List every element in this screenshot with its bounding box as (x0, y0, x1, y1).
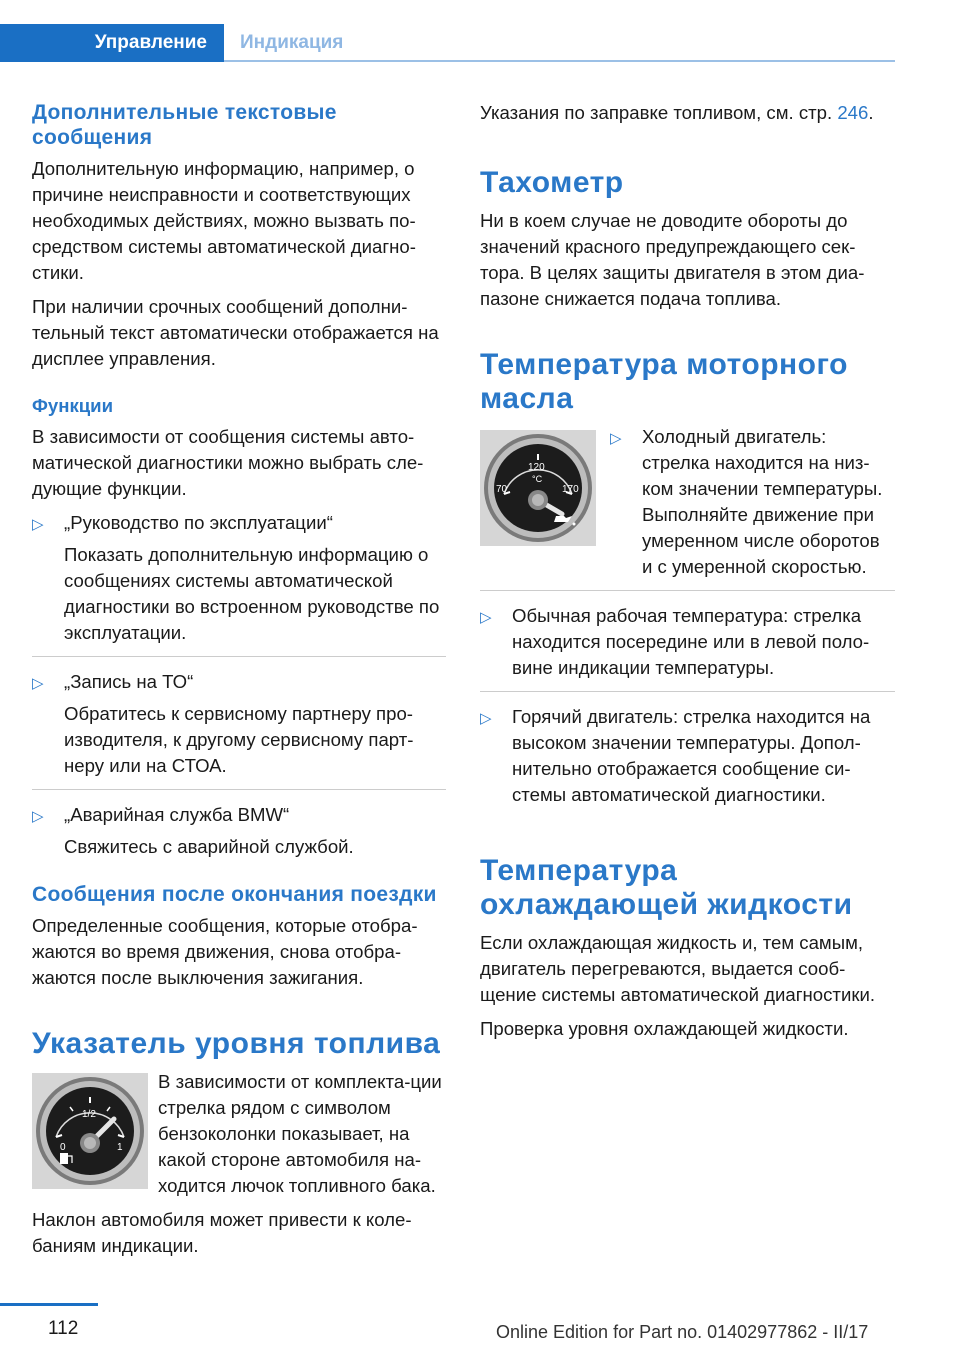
refuel-suffix: . (868, 102, 874, 123)
list-item-title: „Руководство по эксплуатации“ (64, 512, 333, 533)
oil-gauge-label-high: 170 (562, 484, 579, 495)
footer-divider (0, 1303, 98, 1306)
right-column (480, 100, 895, 1050)
oil-temperature-heading: Температура моторного масла (480, 348, 848, 415)
list-item-description: Показать дополнительную информацию о сообщениях системы автоматической диагностики во встроенном руководстве по эксплуатации. (64, 544, 440, 643)
list-item (32, 510, 446, 646)
bullet-triangle-icon: ▷ (480, 710, 492, 727)
extra-messages-paragraph-2: При наличии срочных сообщений дополни-тельный текст автоматически отображается на дисплее управления. (32, 296, 439, 369)
list-item-text: Холодный двигатель: стрелка находится на низ-ком значении температуры. Выполняйте движение при умеренном числе оборотов и с умеренной скоростью. (642, 426, 883, 577)
divider (32, 656, 446, 657)
bullet-triangle-icon: ▷ (480, 609, 492, 626)
tab-indicators[interactable]: Индикация (240, 32, 344, 53)
list-item (32, 669, 446, 779)
oil-gauge-label-low: 70 (496, 484, 508, 495)
extra-messages-paragraph-1: Дополнительную информацию, например, о причине неисправности и соответствующих необходимых действиях, можно вызвать по-средством системы автоматической диагно-стики. (32, 158, 416, 283)
left-column (32, 100, 446, 1267)
list-item-title: „Аварийная служба BMW“ (64, 804, 290, 825)
header-divider (224, 60, 895, 62)
tab-controls[interactable]: Управление (0, 24, 224, 62)
fuel-gauge-image (32, 1073, 148, 1189)
after-trip-paragraph: Определенные сообщения, которые отобра-жаются во время движения, снова отобра-жаются после выключения зажигания. (32, 915, 418, 988)
fuel-gauge-paragraph-2: Наклон автомобиля может привести к коле-баниям индикации. (32, 1209, 412, 1256)
fuel-gauge-label-full: 1 (117, 1142, 123, 1153)
oil-temperature-section (480, 424, 895, 580)
list-item (480, 603, 895, 681)
divider (480, 590, 895, 591)
page-number: 112 (48, 1318, 79, 1339)
oil-gauge-label-mid: 120 (528, 462, 545, 473)
list-item-description: Свяжитесь с аварийной службой. (64, 836, 354, 857)
coolant-paragraph-1: Если охлаждающая жидкость и, тем самым, двигатель перегреваются, выдается сооб-щение системы автоматической диагностики. (480, 932, 876, 1005)
fuel-gauge-label-half: 1/2 (82, 1109, 96, 1120)
bullet-triangle-icon: ▷ (32, 808, 44, 825)
list-item (610, 424, 895, 580)
list-item-description: Обратитесь к сервисному партнеру про-изводителя, к другому сервисному парт-неру или на СТОА. (64, 703, 414, 776)
extra-messages-heading: Дополнительные текстовые сообщения (32, 101, 337, 149)
divider (32, 789, 446, 790)
oil-temperature-gauge-image (480, 430, 596, 546)
functions-paragraph: В зависимости от сообщения системы авто-матической диагностики можно выбрать сле-дующие функции. (32, 426, 424, 499)
refuel-reference (480, 100, 895, 126)
bullet-triangle-icon: ▷ (32, 675, 44, 692)
after-trip-heading: Сообщения после окончания поездки (32, 883, 437, 906)
list-item (32, 802, 446, 860)
tachometer-paragraph: Ни в коем случае не доводите обороты до значений красного предупреждающего сек-тора. В целях защиты двигателя в этом диа-пазоне снижается подача топлива. (480, 210, 865, 309)
bullet-triangle-icon: ▷ (32, 516, 44, 533)
list-item-text: Обычная рабочая температура: стрелка находится посередине или в левой поло-вине индикации температуры. (512, 605, 870, 678)
coolant-temperature-heading: Температура охлаждающей жидкости (480, 854, 853, 921)
list-item-title: „Запись на ТО“ (64, 671, 194, 692)
functions-heading: Функции (32, 395, 114, 416)
list-item-text: Горячий двигатель: стрелка находится на высоком значении температуры. Допол-нительно отображается сообщение си-стемы автоматической диагностики. (512, 706, 871, 805)
bullet-triangle-icon: ▷ (610, 430, 622, 447)
page-header (0, 24, 895, 64)
tachometer-heading: Тахометр (480, 166, 624, 199)
divider (480, 691, 895, 692)
fuel-gauge-heading: Указатель уровня топлива (32, 1027, 441, 1060)
fuel-gauge-label-empty: 0 (60, 1142, 66, 1153)
edition-text: Online Edition for Part no. 01402977862 - II/17 (496, 1322, 869, 1342)
page-link[interactable]: 246 (837, 102, 869, 123)
coolant-paragraph-2: Проверка уровня охлаждающей жидкости. (480, 1018, 849, 1039)
list-item (480, 704, 895, 808)
refuel-text: Указания по заправке топливом, см. стр. (480, 102, 838, 123)
oil-gauge-label-unit: °C (532, 474, 543, 484)
fuel-gauge-paragraph-1: В зависимости от комплекта-ции стрелка рядом с символом бензоколонки показывает, на какой стороне автомобиля на-ходится лючок топливного бака. (158, 1071, 442, 1196)
